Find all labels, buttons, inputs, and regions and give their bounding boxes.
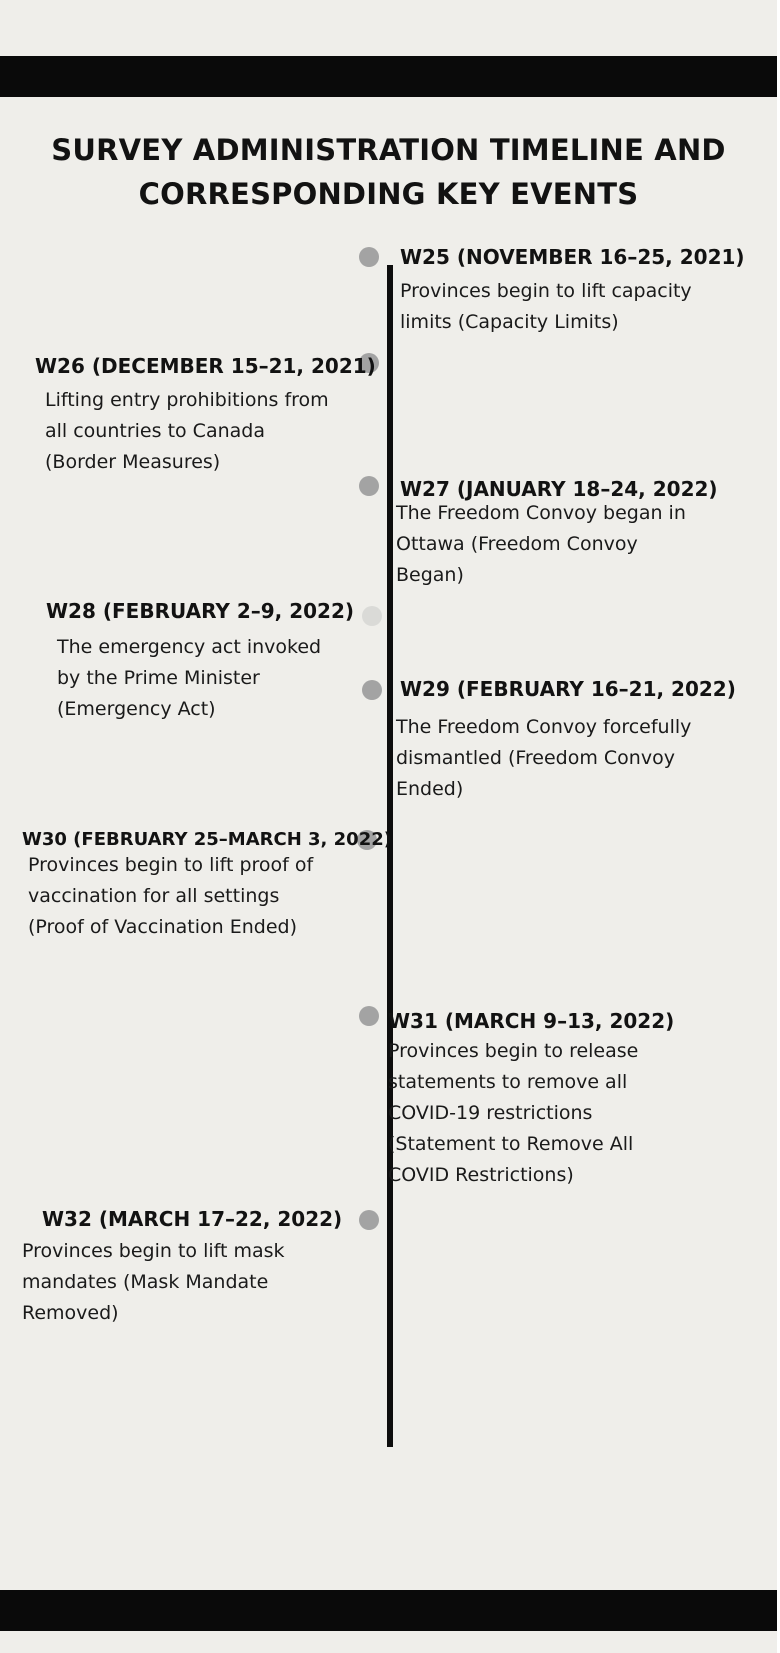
event-line: Ottawa (Freedom Convoy — [396, 533, 638, 555]
event-line: COVID Restrictions) — [388, 1164, 574, 1186]
event-line: (Statement to Remove All — [388, 1133, 634, 1155]
event-line: Ended) — [396, 778, 464, 800]
event-line: dismantled (Freedom Convoy — [396, 747, 675, 769]
event-line: Provinces begin to lift capacity — [400, 280, 692, 302]
event-description-w30 — [28, 850, 313, 943]
timeline-marker-w28 — [362, 606, 382, 626]
event-line: Provinces begin to lift mask — [22, 1240, 285, 1262]
event-line: limits (Capacity Limits) — [400, 311, 619, 333]
event-line: by the Prime Minister — [57, 667, 260, 689]
event-heading-w30: W30 (FEBRUARY 25–MARCH 3, 2022) — [22, 829, 392, 850]
timeline-marker-w32 — [359, 1210, 379, 1230]
event-description-w28 — [57, 632, 321, 725]
event-line: Provinces begin to release — [388, 1040, 639, 1062]
timeline-marker-w29 — [362, 680, 382, 700]
event-line: (Border Measures) — [45, 451, 221, 473]
event-line: mandates (Mask Mandate — [22, 1271, 269, 1293]
timeline-marker-w27 — [359, 476, 379, 496]
timeline-axis — [387, 265, 393, 1447]
event-heading-w27: W27 (JANUARY 18–24, 2022) — [400, 477, 718, 501]
page-title — [0, 128, 777, 216]
event-heading-w26: W26 (DECEMBER 15–21, 2021) — [35, 354, 376, 378]
event-heading-w28: W28 (FEBRUARY 2–9, 2022) — [46, 599, 355, 623]
event-description-w27 — [396, 498, 686, 591]
timeline-marker-w31 — [359, 1006, 379, 1026]
event-line: Began) — [396, 564, 464, 586]
event-line: The Freedom Convoy began in — [396, 502, 686, 524]
event-description-w29 — [396, 712, 691, 805]
event-line: statements to remove all — [388, 1071, 628, 1093]
bottom-banner-bar — [0, 1590, 777, 1631]
event-line: The Freedom Convoy forcefully — [396, 716, 692, 738]
event-line: all countries to Canada — [45, 420, 265, 442]
event-line: (Proof of Vaccination Ended) — [28, 916, 297, 938]
title-line-2: CORRESPONDING KEY EVENTS — [138, 177, 639, 211]
title-line-1: SURVEY ADMINISTRATION TIMELINE AND — [51, 133, 726, 167]
event-description-w26 — [45, 385, 329, 478]
event-description-w25 — [400, 276, 692, 338]
event-description-w32 — [22, 1236, 285, 1329]
event-heading-w32: W32 (MARCH 17–22, 2022) — [42, 1207, 343, 1231]
event-line: Removed) — [22, 1302, 119, 1324]
top-banner-bar — [0, 56, 777, 97]
event-line: Lifting entry prohibitions from — [45, 389, 329, 411]
event-heading-w29: W29 (FEBRUARY 16–21, 2022) — [400, 677, 736, 701]
event-heading-w31: W31 (MARCH 9–13, 2022) — [388, 1009, 675, 1033]
event-line: vaccination for all settings — [28, 885, 280, 907]
event-line: Provinces begin to lift proof of — [28, 854, 314, 876]
event-line: (Emergency Act) — [57, 698, 216, 720]
event-line: The emergency act invoked — [57, 636, 322, 658]
timeline-marker-w25 — [359, 247, 379, 267]
event-line: COVID-19 restrictions — [388, 1102, 593, 1124]
event-description-w31 — [388, 1036, 638, 1191]
event-heading-w25: W25 (NOVEMBER 16–25, 2021) — [400, 245, 745, 269]
